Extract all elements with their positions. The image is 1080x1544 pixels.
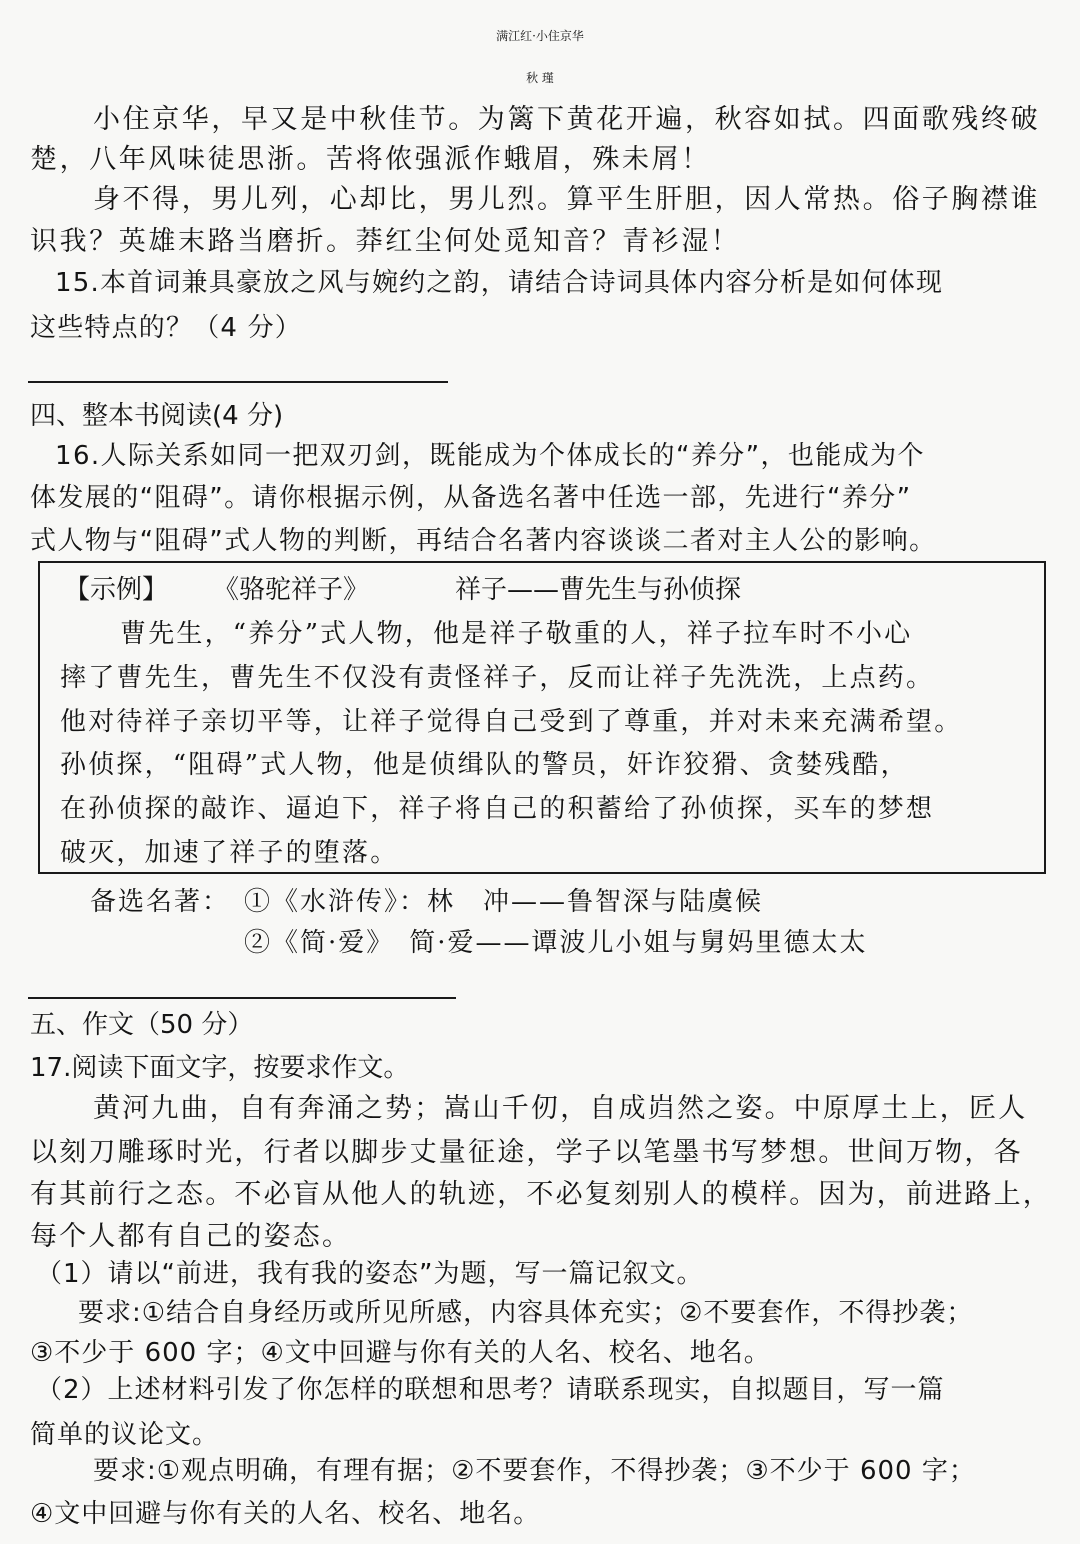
- example-line: 在孙侦探的敲诈、逼迫下，祥子将自己的积蓄给了孙侦探，买车的梦想: [60, 794, 935, 824]
- example-line: 他对待祥子亲切平等，让祥子觉得自己受到了尊重，并对未来充满希望。: [60, 707, 963, 737]
- task-1-requirements: 要求:①结合自身经历或所见所感，内容具体充实；②不要套作，不得抄袭；: [78, 1298, 974, 1328]
- task-2-requirements-cont: ④文中回避与你有关的人名、校名、地名。: [30, 1499, 541, 1529]
- example-line: 摔了曹先生，曹先生不仅没有责怪祥子，反而让祥子先洗洗，上点药。: [60, 663, 935, 693]
- task-2: （2）上述材料引发了你怎样的联想和思考？请联系现实，自拟题目，写一篇: [36, 1375, 945, 1405]
- option-2: ②《简·爱》 简·爱——谭波儿小姐与舅妈里德太太: [244, 928, 868, 958]
- poem-line: 楚，八年风味徒思浙。苦将侬强派作蛾眉，殊未屑！: [30, 144, 711, 175]
- task-2-cont: 简单的议论文。: [30, 1420, 220, 1450]
- options-label: 备选名著：: [90, 887, 231, 917]
- section-4-heading: 四、整本书阅读(4 分): [30, 401, 284, 431]
- material-line: 黄河九曲，自有奔涌之势；嵩山千仞，自成岿然之姿。中原厚土上，匠人: [93, 1093, 1028, 1124]
- question-15-cont: 这些特点的？（4 分）: [30, 313, 303, 343]
- example-line: 曹先生，“养分”式人物，他是祥子敬重的人，祥子拉车时不小心: [120, 619, 913, 649]
- option-1: ①《水浒传》：林 冲——鲁智深与陆虞候: [244, 887, 764, 917]
- answer-line: [28, 997, 456, 999]
- poem-author: 秋 瑾: [526, 71, 554, 85]
- question-17: 17.阅读下面文字，按要求作文。: [30, 1053, 410, 1083]
- task-1-requirements-cont: ③不少于 600 字；④文中回避与你有关的人名、校名、地名。: [30, 1338, 771, 1368]
- answer-line: [28, 381, 448, 383]
- question-16-cont: 式人物与“阻碍”式人物的判断，再结合名著内容谈谈二者对主人公的影响。: [30, 526, 937, 556]
- poem-title: 满江红·小住京华: [496, 29, 584, 43]
- poem-line: 识我？英雄末路当磨折。莽红尘何处觅知音？青衫湿！: [30, 226, 741, 257]
- poem-line: 身不得，男儿列，心却比，男儿烈。算平生肝胆，因人常热。俗子胸襟谁: [93, 184, 1041, 215]
- material-line: 每个人都有自己的姿态。: [30, 1221, 352, 1252]
- section-5-heading: 五、作文（50 分）: [30, 1010, 254, 1040]
- example-line: 孙侦探，“阻碍”式人物，他是侦缉队的警员，奸诈狡猾、贪婪残酷，: [60, 750, 909, 780]
- task-2-requirements: 要求:①观点明确，有理有据；②不要套作，不得抄袭；③不少于 600 字；: [93, 1456, 976, 1486]
- material-line: 有其前行之态。不必盲从他人的轨迹，不必复刻别人的模样。因为，前进路上，: [30, 1179, 1052, 1210]
- question-16: 16.人际关系如同一把双刃剑，既能成为个体成长的“养分”，也能成为个: [55, 441, 925, 471]
- poem-line: 小住京华，早又是中秋佳节。为篱下黄花开遍，秋容如拭。四面歌残终破: [93, 104, 1041, 135]
- question-15: 15.本首词兼具豪放之风与婉约之韵，请结合诗词具体内容分析是如何体现: [55, 268, 944, 298]
- example-label: 【示例】: [64, 575, 169, 605]
- question-16-cont: 体发展的“阻碍”。请你根据示例，从备选名著中任选一部，先进行“养分”: [30, 483, 912, 513]
- example-line: 破灭，加速了祥子的堕落。: [60, 838, 399, 868]
- task-1: （1）请以“前进，我有我的姿态”为题，写一篇记叙文。: [36, 1259, 704, 1289]
- example-characters: 祥子——曹先生与孙侦探: [455, 575, 742, 605]
- example-book: 《骆驼祥子》: [213, 575, 370, 605]
- material-line: 以刻刀雕琢时光，行者以脚步丈量征途，学子以笔墨书写梦想。世间万物，各: [30, 1137, 1023, 1168]
